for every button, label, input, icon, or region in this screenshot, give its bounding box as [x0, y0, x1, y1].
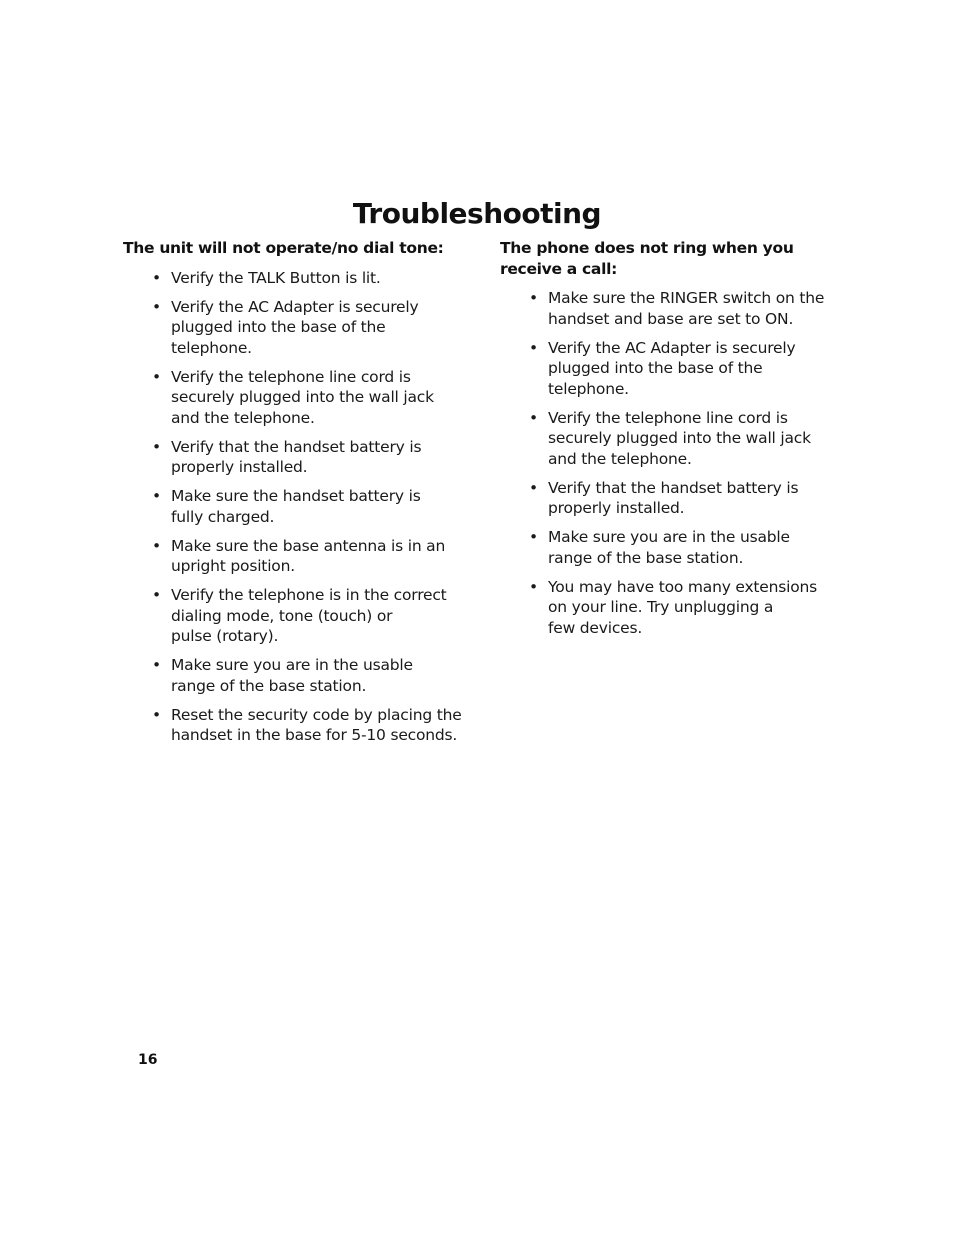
bullet-list-no-ring	[500, 288, 835, 638]
list-item	[500, 577, 835, 639]
bullet-icon: •	[152, 437, 161, 456]
list-item-text: Reset the security code by placing the handset in the base for 5-10 seconds.	[171, 705, 462, 744]
list-item-text: Make sure the RINGER switch on the handset and base are set to ON.	[548, 289, 825, 328]
list-item	[123, 705, 463, 746]
list-item-text: Verify the telephone is in the correct dialing mode, tone (touch) or pulse (rotary).	[171, 586, 447, 645]
list-item	[123, 297, 463, 359]
list-item	[500, 288, 835, 329]
bullet-icon: •	[529, 478, 538, 497]
bullet-icon: •	[152, 705, 161, 724]
bullet-list-no-dial-tone	[123, 268, 463, 746]
bullet-icon: •	[152, 536, 161, 555]
section-heading-no-ring: The phone does not ring when you receive a call:	[500, 239, 794, 278]
bullet-icon: •	[529, 289, 538, 307]
list-item-text: Make sure the base antenna is in an upright position.	[171, 536, 446, 575]
list-item-text: Verify that the handset battery is properly installed.	[171, 437, 422, 476]
bullet-icon: •	[529, 338, 538, 357]
list-item-text: Make sure you are in the usable range of the base station.	[171, 656, 413, 695]
list-item-text: Verify the AC Adapter is securely plugged into the base of the telephone.	[548, 338, 796, 398]
section-heading-no-dial-tone: The unit will not operate/no dial tone:	[123, 239, 444, 257]
list-item	[123, 486, 463, 527]
list-item-text: Verify the telephone line cord is securely plugged into the wall jack and the telephone.	[548, 408, 811, 468]
list-item	[500, 338, 835, 400]
list-item-text: Verify the AC Adapter is securely plugged into the base of the telephone.	[171, 297, 419, 357]
list-item	[123, 268, 463, 289]
bullet-icon: •	[529, 408, 538, 427]
bullet-icon: •	[529, 577, 538, 596]
list-item-text: You may have too many extensions on your line. Try unplugging a few devices.	[548, 577, 818, 637]
list-item	[500, 478, 835, 519]
list-item	[123, 437, 463, 478]
page-title: Troubleshooting	[352, 196, 602, 230]
list-item	[123, 536, 463, 577]
list-item-text: Verify the TALK Button is lit.	[171, 268, 381, 287]
list-item-text: Verify the telephone line cord is securely plugged into the wall jack and the telephone.	[171, 367, 434, 427]
bullet-icon: •	[152, 586, 161, 604]
page-number: 16	[138, 1052, 158, 1068]
list-item	[500, 527, 835, 568]
bullet-icon: •	[152, 297, 161, 316]
list-item	[123, 585, 463, 647]
bullet-icon: •	[152, 367, 161, 386]
list-item-text: Make sure you are in the usable range of the base station.	[548, 528, 790, 567]
right-column	[500, 238, 835, 647]
bullet-icon: •	[152, 656, 161, 674]
left-column	[123, 238, 463, 754]
bullet-icon: •	[152, 268, 161, 287]
bullet-icon: •	[529, 528, 538, 546]
list-item-text: Make sure the handset battery is fully charged.	[171, 487, 421, 526]
list-item	[123, 655, 463, 696]
list-item	[500, 408, 835, 470]
bullet-icon: •	[152, 487, 161, 505]
list-item	[123, 367, 463, 429]
list-item-text: Verify that the handset battery is properly installed.	[548, 478, 799, 517]
